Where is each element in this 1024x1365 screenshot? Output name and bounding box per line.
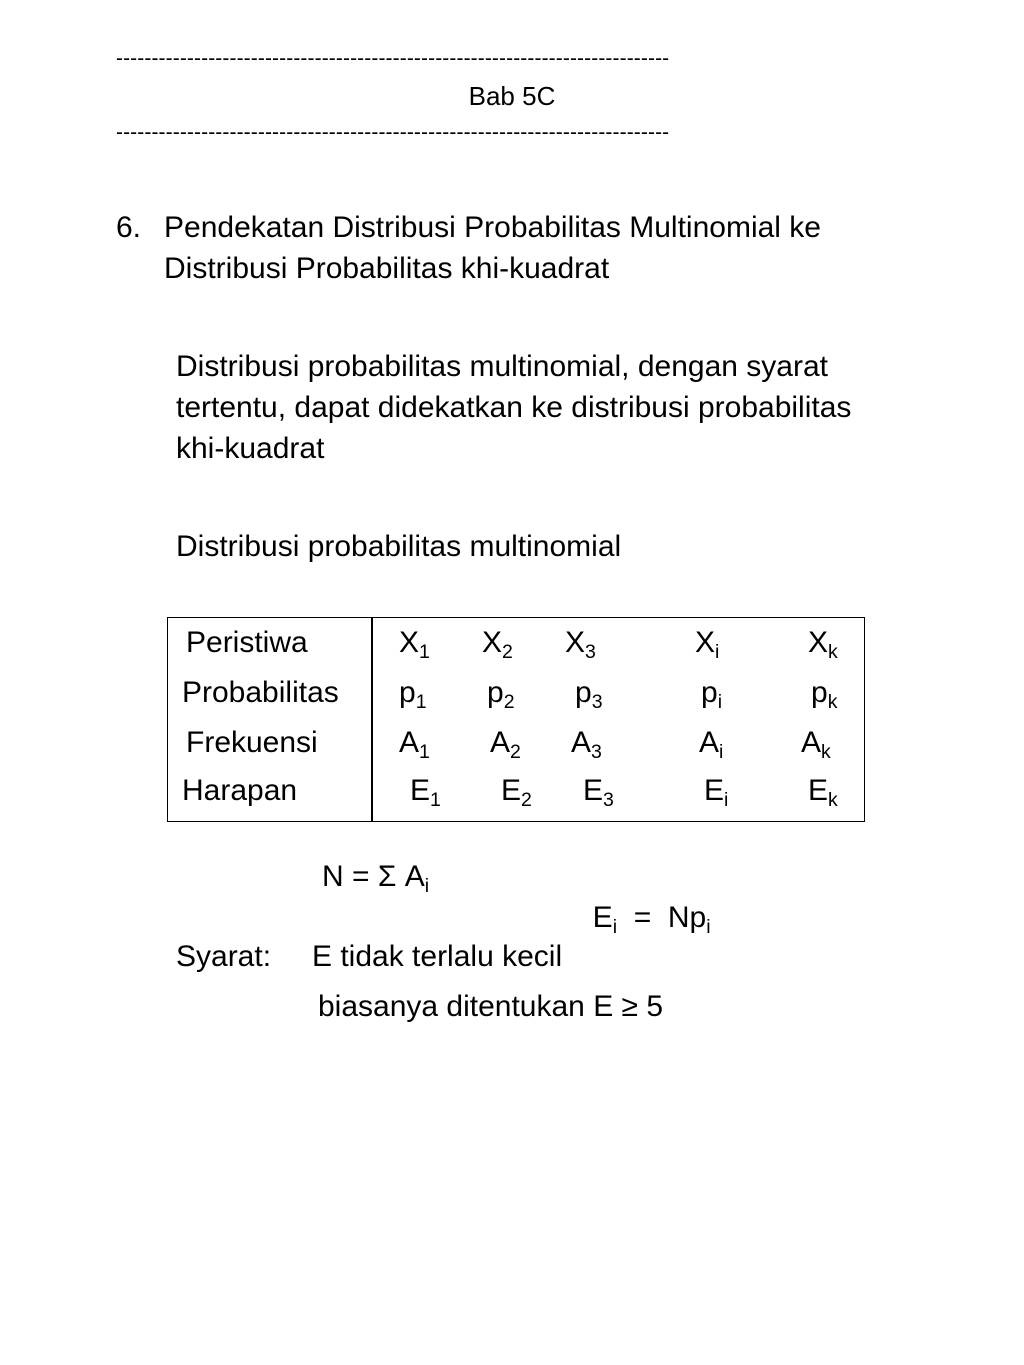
cell-symbol: X [695,626,716,659]
table-cell [571,726,602,763]
section-number: 6. [116,211,142,244]
cell-subscript: k [828,788,838,811]
table-cell [701,676,723,713]
cell-symbol: p [575,676,592,709]
cell-symbol: E [808,774,829,807]
cell-subscript: 3 [591,740,602,763]
table-cell [565,626,596,663]
cell-symbol: X [565,626,586,659]
table-cell [399,726,430,763]
section-title-line1: Pendekatan Distribusi Probabilitas Multinomial ke [164,211,821,244]
chapter-title: Bab 5C [468,81,556,111]
cell-symbol: E [583,774,604,807]
paragraph-line2: tertentu, dapat didekatkan ke distribusi probabilitas [176,391,852,424]
table-cell [501,774,532,811]
cell-symbol: A [490,726,511,759]
table-cell [583,774,614,811]
table-cell [487,676,515,713]
cell-subscript: 3 [603,788,614,811]
cell-symbol: p [701,676,718,709]
cell-subscript: 3 [591,690,603,713]
cell-subscript: i [724,788,729,811]
cell-subscript: i [719,740,724,763]
cell-subscript: k [827,690,838,713]
cell-subscript: 1 [415,690,427,713]
cell-symbol: E [704,774,725,807]
table-row-label: Harapan [182,774,298,807]
table-cell [482,626,513,663]
table-cell [811,676,838,713]
cell-subscript: 1 [419,640,430,663]
table-cell [399,676,427,713]
cell-symbol: E [501,774,522,807]
cell-symbol: A [801,726,822,759]
formula-n [322,856,429,897]
formula-e-text: E [592,901,613,934]
cell-subscript: 3 [585,640,596,663]
cell-symbol: p [399,676,416,709]
cell-symbol: A [699,726,720,759]
formula-e-rhs: = Np [617,901,707,934]
table-cell [704,774,729,811]
table-cell [410,774,441,811]
table-cell [801,726,831,763]
table-cell [575,676,603,713]
table-cell [695,626,720,663]
condition-line1: E tidak terlalu kecil [312,940,563,973]
table-row-label: Probabilitas [182,676,339,709]
condition-line2: biasanya ditentukan E ≥ 5 [318,990,664,1023]
cell-subscript: i [715,640,720,663]
cell-symbol: p [811,676,828,709]
section-title-line2: Distribusi Probabilitas khi-kuadrat [164,252,610,285]
paragraph-line1: Distribusi probabilitas multinomial, dengan syarat [176,350,828,383]
cell-symbol: X [808,626,829,659]
table-heading: Distribusi probabilitas multinomial [176,530,622,563]
cell-symbol: A [399,726,420,759]
formula-n-subscript: i [424,874,430,897]
condition-label: Syarat: [176,940,272,973]
paragraph-line3: khi-kuadrat [176,432,325,465]
cell-symbol: p [487,676,504,709]
cell-symbol: A [571,726,592,759]
table-cell [808,626,838,663]
cell-subscript: 2 [521,788,532,811]
cell-symbol: E [410,774,431,807]
cell-subscript: 1 [430,788,441,811]
table-column-divider [371,617,373,822]
cell-subscript: 1 [419,740,430,763]
table-cell [699,726,724,763]
cell-subscript: 2 [510,740,521,763]
table-row-label: Peristiwa [186,626,308,659]
formula-n-text: N = Σ A [322,860,425,893]
table-cell [808,774,838,811]
cell-subscript: k [821,740,831,763]
cell-subscript: i [717,690,723,713]
cell-symbol: X [482,626,503,659]
cell-symbol: X [399,626,420,659]
cell-subscript: 2 [502,640,513,663]
top-divider: ------------------------------------------------------------------------------ [116,48,670,69]
table-cell [490,726,521,763]
cell-subscript: 2 [503,690,515,713]
formula-e-rhs-subscript: i [706,915,711,938]
table-cell [399,626,430,663]
cell-subscript: k [828,640,838,663]
bottom-divider: ------------------------------------------------------------------------------ [116,122,670,143]
table-row-label: Frekuensi [186,726,318,759]
formula-e-subscript: i [612,915,618,938]
formula-e [576,856,711,938]
